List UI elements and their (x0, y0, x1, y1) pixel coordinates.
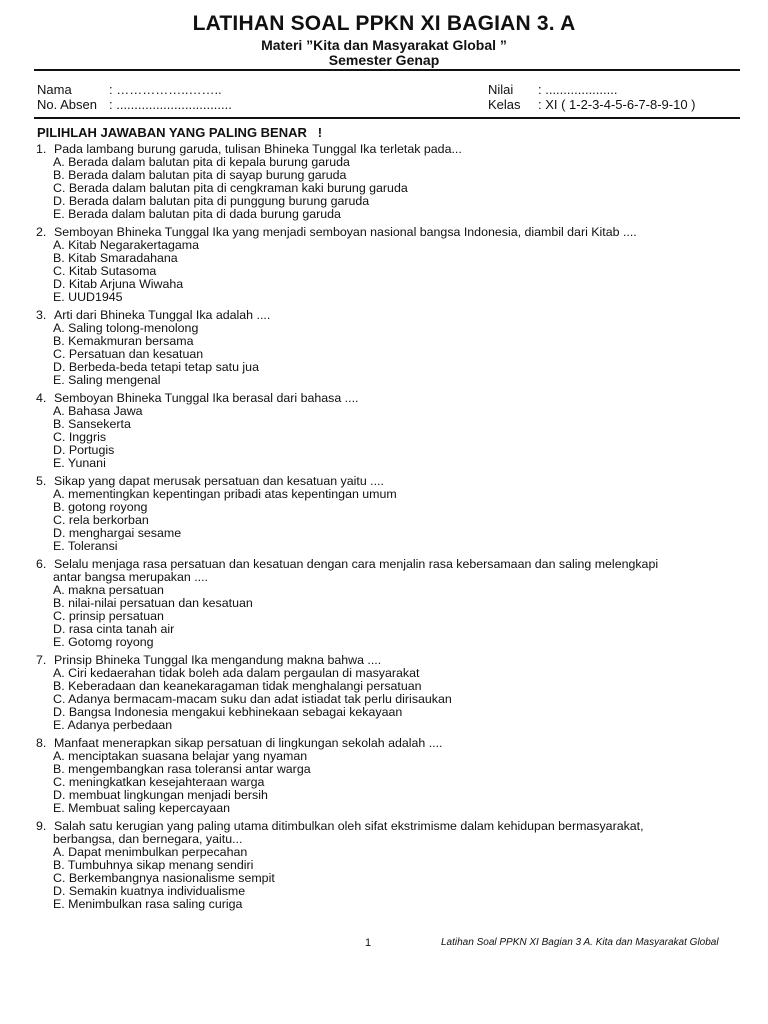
answer-option: E. Membuat saling kepercayaan (53, 801, 231, 815)
answer-option: B. mengembangkan rasa toleransi antar warga (53, 762, 311, 776)
answer-option: C. rela berkorban (53, 513, 149, 527)
question-item (36, 392, 746, 470)
question-text: Semboyan Bhineka Tunggal Ika yang menjadi semboyan nasional bangsa Indonesia, diambil dari Kitab .... (54, 225, 637, 239)
absen-field: : ................................ (109, 97, 232, 112)
question-item (36, 226, 746, 304)
absen-row (37, 97, 232, 112)
question-text: Pada lambang burung garuda, tulisan Bhineka Tunggal Ika terletak pada... (54, 142, 462, 156)
answer-option: A. Berada dalam balutan pita di kepala burung garuda (53, 155, 350, 169)
question-text: Prinsip Bhineka Tunggal Ika mengandung makna bahwa .... (54, 653, 382, 667)
answer-options (36, 488, 746, 553)
answer-option: E. Saling mengenal (53, 373, 161, 387)
answer-option: C. Berkembangnya nasionalisme sempit (53, 871, 275, 885)
question-text-continued: antar bangsa merupakan .... (53, 570, 208, 584)
absen-label: No. Absen (37, 97, 97, 112)
answer-option: E. UUD1945 (53, 290, 123, 304)
document-subtitle-materi: Materi ”Kita dan Masyarakat Global ” (261, 37, 507, 53)
answer-option: E. Toleransi (53, 539, 118, 553)
answer-option: D. Semakin kuatnya individualisme (53, 884, 246, 898)
question-item (36, 654, 746, 732)
answer-option: C. Inggris (53, 430, 107, 444)
answer-options (36, 667, 746, 732)
question-text: Sikap yang dapat merusak persatuan dan kesatuan yaitu .... (54, 474, 384, 488)
nama-row (37, 82, 222, 97)
question-item (36, 309, 746, 387)
answer-options (36, 584, 746, 649)
question-list (36, 143, 746, 916)
answer-option: A. menciptakan suasana belajar yang nyaman (53, 749, 308, 763)
nilai-row (488, 82, 617, 97)
answer-options (36, 750, 746, 815)
answer-option: B. Tumbuhnya sikap menang sendiri (53, 858, 254, 872)
kelas-label: Kelas (488, 97, 521, 112)
question-number: 3. (36, 308, 47, 322)
nilai-label: Nilai (488, 82, 514, 97)
answer-option: C. meningkatkan kesejahteraan warga (53, 775, 265, 789)
answer-option: D. Portugis (53, 443, 115, 457)
answer-options (36, 405, 746, 470)
question-number: 5. (36, 474, 47, 488)
question-item (36, 475, 746, 553)
nama-field: : ……………..…….. (109, 82, 222, 97)
question-text: Semboyan Bhineka Tunggal Ika berasal dari bahasa .... (54, 391, 359, 405)
answer-option: C. Adanya bermacam-macam suku dan adat istiadat tak perlu dirisaukan (53, 692, 452, 706)
question-number: 4. (36, 391, 47, 405)
question-number: 2. (36, 225, 47, 239)
answer-option: B. Kemakmuran bersama (53, 334, 194, 348)
question-item (36, 737, 746, 815)
question-item (36, 558, 746, 649)
answer-option: A. Kitab Negarakertagama (53, 238, 200, 252)
answer-option: E. Gotomg royong (53, 635, 154, 649)
answer-option: A. mementingkan kepentingan pribadi atas kepentingan umum (53, 487, 397, 501)
top-divider (34, 69, 740, 71)
answer-option: C. Berada dalam balutan pita di cengkraman kaki burung garuda (53, 181, 408, 195)
answer-option: D. Kitab Arjuna Wiwaha (53, 277, 184, 291)
answer-option: D. membuat lingkungan menjadi bersih (53, 788, 268, 802)
question-text: Arti dari Bhineka Tunggal Ika adalah .... (54, 308, 271, 322)
question-text: Salah satu kerugian yang paling utama ditimbulkan oleh sifat ekstrimisme dalam kehidupan bermasyarakat, (54, 819, 644, 833)
answer-option: A. makna persatuan (53, 583, 164, 597)
answer-option: B. nilai-nilai persatuan dan kesatuan (53, 596, 253, 610)
bottom-divider (34, 117, 740, 119)
answer-option: D. Berbeda-beda tetapi tetap satu jua (53, 360, 259, 374)
question-number: 1. (36, 142, 47, 156)
answer-option: A. Bahasa Jawa (53, 404, 143, 418)
question-text: Selalu menjaga rasa persatuan dan kesatuan dengan cara menjalin rasa kebersamaan dan saling melengkapi (54, 557, 659, 571)
answer-option: C. Persatuan dan kesatuan (53, 347, 204, 361)
answer-options (36, 322, 746, 387)
kelas-row (488, 97, 696, 112)
question-text: Manfaat menerapkan sikap persatuan di lingkungan sekolah adalah .... (54, 736, 443, 750)
page-number: 1 (365, 937, 372, 949)
answer-options (36, 239, 746, 304)
answer-option: D. menghargai sesame (53, 526, 182, 540)
answer-options (36, 156, 746, 221)
answer-option: E. Yunani (53, 456, 106, 470)
answer-option: B. Berada dalam balutan pita di sayap burung garuda (53, 168, 347, 182)
answer-option: B. gotong royong (53, 500, 148, 514)
question-number: 8. (36, 736, 47, 750)
question-text-continued: berbangsa, dan bernegara, yaitu... (53, 832, 243, 846)
answer-option: A. Dapat menimbulkan perpecahan (53, 845, 248, 859)
answer-option: D. rasa cinta tanah air (53, 622, 175, 636)
answer-option: B. Keberadaan dan keanekaragaman tidak menghalangi persatuan (53, 679, 422, 693)
nama-label: Nama (37, 82, 72, 97)
answer-option: E. Menimbulkan rasa saling curiga (53, 897, 243, 911)
question-item (36, 143, 746, 221)
answer-option: B. Sansekerta (53, 417, 131, 431)
answer-option: D. Bangsa Indonesia mengakui kebhinekaan sebagai kekayaan (53, 705, 403, 719)
question-number: 9. (36, 819, 47, 833)
document-title: LATIHAN SOAL PPKN XI BAGIAN 3. A (192, 12, 576, 35)
footer-text: Latihan Soal PPKN XI Bagian 3 A. Kita dan Masyarakat Global (441, 937, 719, 948)
question-number: 6. (36, 557, 47, 571)
question-number: 7. (36, 653, 47, 667)
document-subtitle-semester: Semester Genap (328, 52, 440, 68)
answer-option: B. Kitab Smaradahana (53, 251, 178, 265)
answer-option: C. Kitab Sutasoma (53, 264, 157, 278)
answer-option: A. Ciri kedaerahan tidak boleh ada dalam pergaulan di masyarakat (53, 666, 420, 680)
question-item (36, 820, 746, 911)
nilai-field: : .................... (538, 82, 618, 97)
answer-option: E. Adanya perbedaan (53, 718, 173, 732)
kelas-field: : XI ( 1-2-3-4-5-6-7-8-9-10 ) (538, 97, 696, 112)
answer-option: C. prinsip persatuan (53, 609, 164, 623)
instruction-heading: PILIHLAH JAWABAN YANG PALING BENAR ! (37, 125, 323, 140)
answer-option: A. Saling tolong-menolong (53, 321, 199, 335)
answer-options (36, 846, 746, 911)
answer-option: D. Berada dalam balutan pita di punggung burung garuda (53, 194, 370, 208)
answer-option: E. Berada dalam balutan pita di dada burung garuda (53, 207, 341, 221)
